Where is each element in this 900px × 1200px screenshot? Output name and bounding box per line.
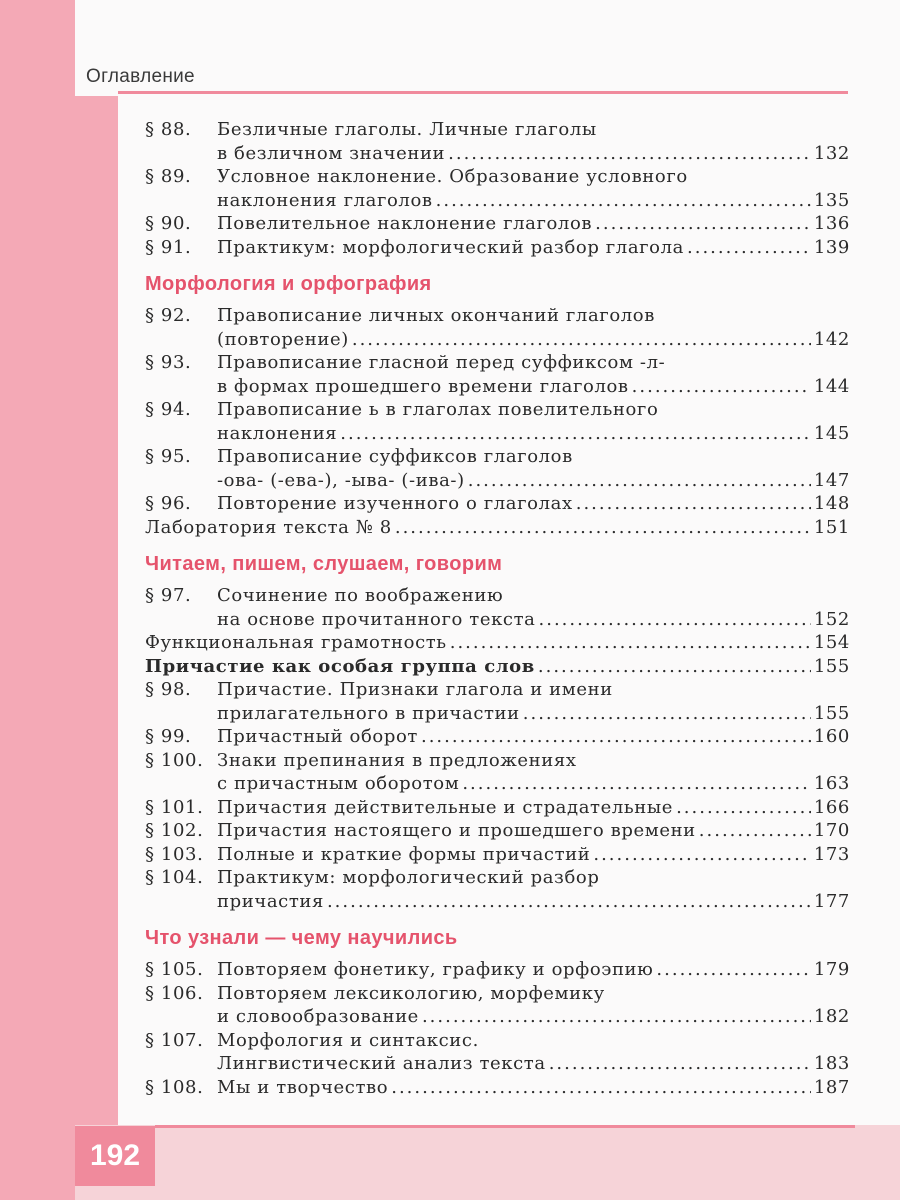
- toc-entry[interactable]: [145, 982, 850, 1029]
- dot-leader: [576, 492, 811, 516]
- toc-entry[interactable]: [145, 678, 850, 725]
- entry-title-line: в безличном значении: [217, 142, 446, 164]
- left-margin-strip: [75, 96, 118, 1126]
- entry-title-line: Повторение изученного о глаголах: [217, 493, 573, 514]
- dot-leader: [327, 890, 811, 914]
- dot-leader: [436, 189, 811, 213]
- dot-leader: [448, 142, 811, 166]
- entry-title-line: Причастие как особая группа слов: [145, 655, 535, 677]
- dot-leader: [656, 958, 810, 982]
- page-ref: 170: [813, 820, 850, 841]
- toc-entry[interactable]: [145, 1029, 850, 1076]
- entry-title-line: Практикум: морфологический разбор глагола: [217, 236, 684, 258]
- entry-title-line: на основе прочитанного текста: [217, 608, 536, 630]
- paragraph-number: § 102.: [145, 820, 204, 841]
- entry-title-line: Практикум: морфологический разбор: [217, 867, 600, 888]
- entry-title-line: Условное наклонение. Образование условного: [217, 166, 688, 187]
- page-ref: 145: [813, 422, 850, 444]
- page-ref: 179: [813, 959, 850, 980]
- paragraph-number: § 89.: [145, 166, 192, 187]
- toc-entry[interactable]: [145, 165, 850, 212]
- toc-entry[interactable]: [145, 492, 850, 516]
- toc-entry[interactable]: [145, 1076, 850, 1100]
- page-ref: 148: [813, 493, 850, 514]
- toc-entry[interactable]: [145, 236, 850, 260]
- dot-leader: [676, 796, 811, 820]
- page-ref: 132: [813, 142, 850, 164]
- entry-title-line: Правописание ь в глаголах повелительного: [217, 399, 659, 420]
- entry-title-line: -ова- (-ева-), -ыва- (-ива-): [217, 469, 465, 491]
- paragraph-number: § 88.: [145, 119, 192, 140]
- dot-leader: [421, 725, 811, 749]
- entry-title-line: Правописание гласной перед суффиксом -л-: [217, 352, 666, 373]
- page-ref: 183: [813, 1053, 850, 1074]
- dot-leader: [450, 631, 811, 655]
- page-ref: 135: [813, 189, 850, 211]
- toc-entry[interactable]: [145, 866, 850, 913]
- dot-leader: [549, 1052, 811, 1076]
- dot-leader: [699, 819, 811, 843]
- paragraph-number: § 104.: [145, 867, 204, 888]
- page-ref: 155: [813, 702, 850, 724]
- paragraph-number: § 103.: [145, 843, 204, 865]
- header-rule: [118, 91, 848, 94]
- dot-leader: [352, 328, 811, 352]
- toc-entry[interactable]: [145, 655, 850, 679]
- paragraph-number: § 97.: [145, 585, 192, 606]
- section-heading: Читаем, пишем, слушаем, говорим: [145, 553, 503, 575]
- page-ref: 147: [813, 469, 850, 491]
- toc-entry[interactable]: [145, 118, 850, 165]
- section-heading: Морфология и орфография: [145, 273, 432, 295]
- page-ref: 155: [813, 655, 850, 677]
- bottom-band: [75, 1125, 900, 1200]
- table-of-contents: [145, 118, 850, 1099]
- dot-leader: [395, 516, 811, 540]
- entry-title-line: Морфология и синтаксис.: [217, 1029, 479, 1051]
- entry-title-line: Лаборатория текста № 8: [145, 516, 392, 538]
- entry-title-line: Безличные глаголы. Личные глаголы: [217, 119, 597, 140]
- entry-title-line: Лингвистический анализ текста: [217, 1053, 546, 1074]
- page-ref: 152: [813, 608, 850, 630]
- toc-entry[interactable]: [145, 212, 850, 236]
- paragraph-number: § 92.: [145, 305, 192, 326]
- toc-entry[interactable]: [145, 351, 850, 398]
- paragraph-number: § 106.: [145, 982, 204, 1004]
- dot-leader: [523, 702, 811, 726]
- toc-entry[interactable]: [145, 958, 850, 982]
- page-ref: 144: [813, 375, 850, 397]
- paragraph-number: § 93.: [145, 352, 192, 373]
- toc-entry[interactable]: [145, 584, 850, 631]
- entry-title-line: и словообразование: [217, 1006, 419, 1027]
- dot-leader: [468, 469, 811, 493]
- paragraph-number: § 107.: [145, 1029, 204, 1051]
- dot-leader: [462, 772, 811, 796]
- paragraph-number: § 94.: [145, 399, 192, 420]
- entry-title-line: Повторяем лексикологию, морфемику: [217, 982, 605, 1004]
- section-heading: Что узнали — чему научились: [145, 927, 458, 949]
- page-ref: 166: [813, 796, 850, 818]
- page-ref: 151: [813, 516, 850, 538]
- paragraph-number: § 91.: [145, 236, 192, 258]
- paragraph-number: § 101.: [145, 796, 204, 818]
- toc-entry[interactable]: [145, 631, 850, 655]
- paragraph-number: § 90.: [145, 213, 192, 234]
- toc-entry[interactable]: [145, 819, 850, 843]
- entry-title-line: Повторяем фонетику, графику и орфоэпию: [217, 959, 654, 980]
- entry-title-line: Правописание суффиксов глаголов: [217, 446, 573, 467]
- page-ref: 154: [813, 632, 850, 653]
- entry-title-line: Функциональная грамотность: [145, 632, 447, 653]
- entry-title-line: Причастия настоящего и прошедшего времени: [217, 820, 696, 841]
- entry-title-line: Повелительное наклонение глаголов: [217, 213, 593, 234]
- paragraph-number: § 105.: [145, 959, 204, 980]
- toc-entry[interactable]: [145, 304, 850, 351]
- page-ref: 142: [813, 328, 850, 350]
- toc-entry[interactable]: [145, 725, 850, 749]
- entry-title-line: прилагательного в причастии: [217, 702, 520, 724]
- entry-title-line: наклонения: [217, 422, 338, 444]
- paragraph-number: § 98.: [145, 679, 192, 700]
- dot-leader: [340, 422, 811, 446]
- dot-leader: [539, 608, 811, 632]
- paragraph-number: § 99.: [145, 726, 192, 747]
- dot-leader: [595, 212, 811, 236]
- paragraph-number: § 108.: [145, 1076, 204, 1098]
- paragraph-number: § 96.: [145, 493, 192, 514]
- toc-entry[interactable]: [145, 843, 850, 867]
- entry-title-line: Сочинение по воображению: [217, 585, 504, 606]
- entry-title-line: Причастный оборот: [217, 726, 418, 747]
- entry-title-line: Причастия действительные и страдательные: [217, 796, 674, 818]
- toc-entry[interactable]: [145, 516, 850, 540]
- paragraph-number: § 100.: [145, 749, 204, 771]
- toc-entry[interactable]: [145, 796, 850, 820]
- page-number: 192: [75, 1126, 155, 1186]
- page-ref: 163: [813, 773, 850, 794]
- page-ref: 187: [813, 1076, 850, 1098]
- page-ref: 182: [813, 1006, 850, 1027]
- dot-leader: [593, 843, 810, 867]
- page-ref: 160: [813, 726, 850, 747]
- footer-rule: [155, 1125, 855, 1128]
- dot-leader: [632, 375, 811, 399]
- dot-leader: [538, 655, 811, 679]
- page-title: Оглавление: [86, 66, 195, 87]
- entry-title-line: Полные и краткие формы причастий: [217, 843, 591, 865]
- page-ref: 173: [813, 843, 850, 865]
- paragraph-number: § 95.: [145, 446, 192, 467]
- entry-title-line: (повторение): [217, 328, 349, 350]
- page-ref: 139: [813, 236, 850, 258]
- dot-leader: [687, 236, 811, 260]
- entry-title-line: причастия: [217, 890, 324, 912]
- toc-entry[interactable]: [145, 398, 850, 445]
- toc-entry[interactable]: [145, 445, 850, 492]
- page-ref: 136: [813, 213, 850, 234]
- entry-title-line: Причастие. Признаки глагола и имени: [217, 679, 613, 700]
- entry-title-line: Правописание личных окончаний глаголов: [217, 305, 655, 326]
- entry-title-line: в формах прошедшего времени глаголов: [217, 375, 629, 397]
- entry-title-line: с причастным оборотом: [217, 773, 460, 794]
- page-ref: 177: [813, 890, 850, 912]
- entry-title-line: наклонения глаголов: [217, 189, 433, 211]
- dot-leader: [391, 1076, 811, 1100]
- entry-title-line: Знаки препинания в предложениях: [217, 749, 577, 771]
- dot-leader: [422, 1005, 811, 1029]
- toc-entry[interactable]: [145, 749, 850, 796]
- entry-title-line: Мы и творчество: [217, 1076, 389, 1098]
